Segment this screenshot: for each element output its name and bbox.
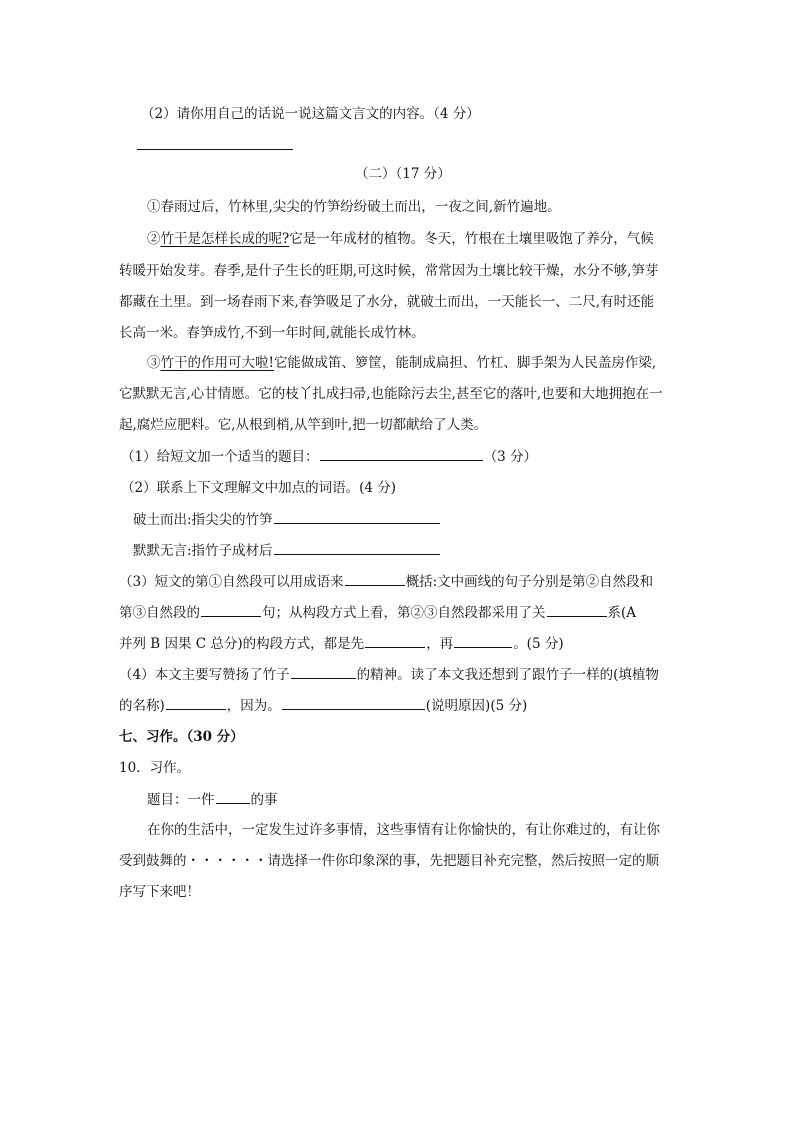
question-3-line-3: [119, 633, 564, 654]
question-3-text: 并列 B 因果 C 总分)的构段方式，都是先: [119, 636, 365, 652]
paragraph-3-line-3: 起,腐烂应肥料。它,从根到梢,从竿到叶,把一切都献给了人类。: [119, 417, 488, 433]
paragraph-2-line-3: 都藏在土里。到一场春雨下来,春笋吸足了水分，就破土而出，一天能长一、二尺,有时还能: [119, 294, 655, 310]
question-2a: [133, 509, 441, 530]
answer-blank[interactable]: [166, 695, 226, 710]
paragraph-3-number: ③: [147, 355, 161, 371]
answer-blank[interactable]: [345, 571, 405, 586]
paragraph-2-line-2: 转暖开始发芽。春季,是什子生长的旺期,可这时候，常常因为土壤比较干燥，水分不够,笋芽: [119, 263, 659, 279]
question-2: （2）联系上下文理解文中加点的词语。(4 分): [121, 480, 397, 496]
question-1: [121, 446, 537, 467]
question-10: 10．习作。: [119, 760, 191, 776]
question-4-text: 的精神。读了本文我还想到了跟竹子一样的(填植物: [356, 667, 659, 683]
question-3-text: 第③自然段的: [119, 605, 200, 621]
question-2b: [133, 540, 441, 561]
section-7-title: 七、习作。（30 分）: [119, 729, 244, 745]
essay-topic: [147, 789, 278, 810]
question-4-text: 的名称): [119, 698, 165, 714]
paragraph-2-number: ②: [147, 231, 161, 247]
paragraph-2-line-1: [147, 229, 654, 249]
question-4-text: (说明原因)(5 分): [425, 698, 528, 714]
answer-blank[interactable]: [216, 789, 250, 804]
answer-line: [137, 149, 293, 150]
paragraph-3-line-2: 它默默无言,心甘情愿。它的枝丫扎成扫帚,也能除污去尘,甚至它的落叶,也要和大地拥抱在一: [119, 386, 663, 402]
paragraph-3-line-1: [147, 353, 656, 373]
paragraph-2-text: 它是一年成材的植物。冬天，竹根在土壤里吸饱了养分，气候: [289, 231, 654, 247]
question-4-text: （4）本文主要写赞扬了竹子: [119, 667, 290, 683]
essay-instruction-line-2: 受到鼓舞的・・・・・・请选择一件你印象深的事，先把题目补充完整，然后按照一定的顺: [119, 853, 659, 869]
answer-blank[interactable]: [320, 446, 483, 461]
section-title: （二）（17 分）: [355, 166, 451, 182]
question-2a-text: 破土而出:指尖尖的竹笋: [133, 512, 273, 528]
question-1-text: （1）给短文加一个适当的题目：: [121, 449, 319, 465]
paragraph-3-text: 它能做成笛、箩筐，能制成扁担、竹杠、脚手架为人民盖房作梁,: [273, 355, 657, 371]
answer-blank[interactable]: [274, 509, 440, 524]
question-2-text: （2）请你用自己的话说一说这篇文言文的内容。（4 分）: [141, 106, 480, 122]
essay-instruction-line-3: 序写下来吧！: [119, 884, 200, 900]
question-3-text: 。(5 分): [513, 636, 564, 652]
question-4-text: ，因为。: [226, 698, 281, 714]
question-2b-text: 默默无言:指竹子成材后: [133, 543, 273, 559]
essay-topic-text: 的事: [250, 792, 278, 808]
answer-blank[interactable]: [547, 602, 607, 617]
question-3-text: （3）短文的第①自然段可以用成语来: [119, 574, 344, 590]
question-1-score: （3 分）: [483, 449, 537, 465]
essay-instruction-line-1: 在你的生活中，一定发生过许多事情，这些事情有让你愉快的，有让你难过的，有让你: [147, 822, 660, 838]
question-4-line-2: [119, 695, 527, 716]
answer-blank[interactable]: [282, 695, 425, 710]
answer-blank[interactable]: [201, 602, 261, 617]
answer-blank[interactable]: [365, 633, 425, 648]
question-3-text: 系(A: [607, 605, 637, 621]
question-3-text: ，再: [426, 636, 454, 652]
question-3-line-2: [119, 602, 636, 623]
question-4-line-1: [119, 664, 659, 685]
answer-blank[interactable]: [291, 664, 356, 679]
underlined-sentence: 竹干是怎样长成的呢?: [160, 231, 290, 247]
question-3-text: 概括:文中画线的句子分别是第②自然段和: [405, 574, 654, 590]
underlined-sentence: 竹干的作用可大啦!: [160, 355, 274, 371]
paragraph-2-line-4: 长高一米。春笋成竹,不到一年时间,就能长成竹林。: [119, 325, 425, 341]
answer-blank[interactable]: [274, 540, 440, 555]
paragraph-1: ①春雨过后，竹林里,尖尖的竹笋纷纷破土而出，一夜之间,新竹遍地。: [147, 199, 561, 215]
question-3-line-1: [119, 571, 653, 592]
answer-blank[interactable]: [454, 633, 512, 648]
question-3-text: 句；从构段方式上看，第②③自然段都采用了关: [262, 605, 546, 621]
essay-topic-text: 题目：一件: [147, 792, 215, 808]
